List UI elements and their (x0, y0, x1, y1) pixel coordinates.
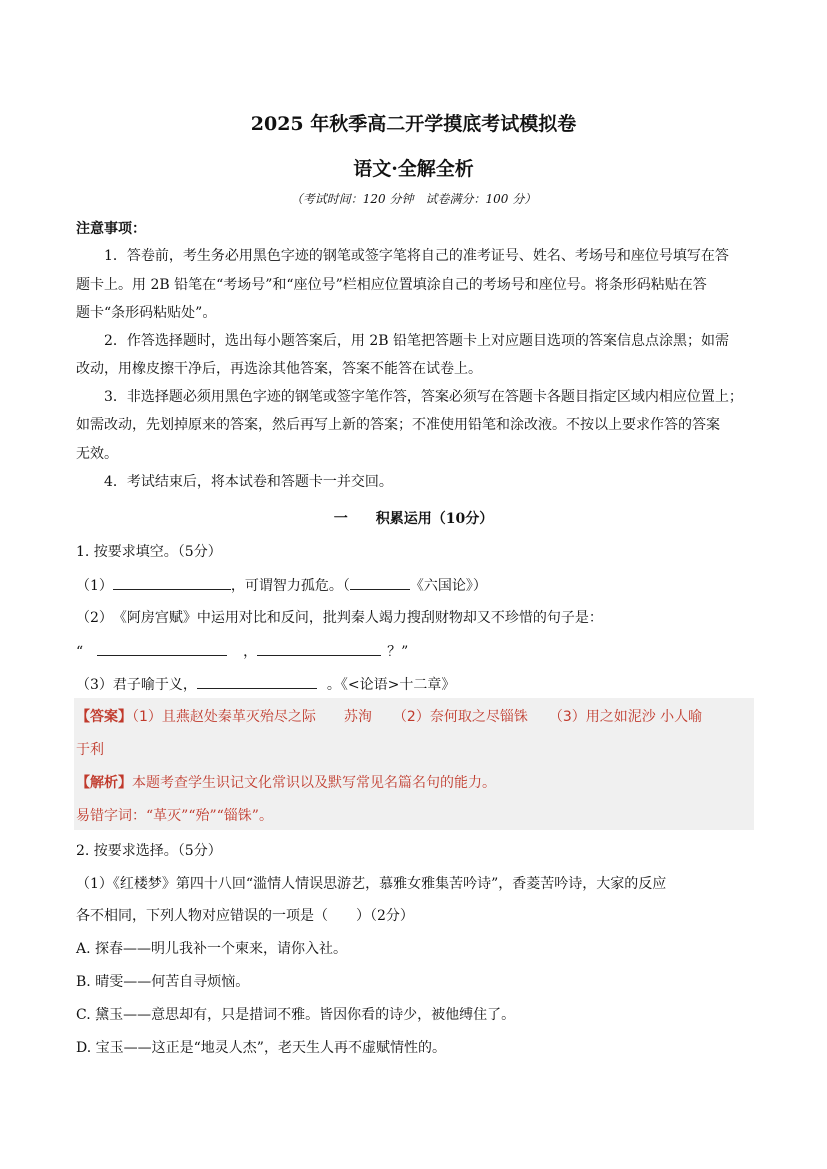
notice-item-4: 4．考试结束后，将本试卷和答题卡一并交回。 (104, 474, 393, 490)
typo-note: 易错字词：“革灭”“殆”“锱铢”。 (76, 808, 273, 824)
exam-title: 2025 年秋季高二开学摸底考试模拟卷 (250, 113, 577, 135)
notice-item-2-line-1: 2．作答选择题时，选出每小题答案后，用 2B 铅笔把答题卡上对应题目选项的答案信息点涂黑；如需 (104, 333, 730, 349)
option-d: D. 宝玉——这正是“地灵人杰”，老天生人再不虚赋情性的。 (76, 1040, 446, 1056)
blank-line (257, 640, 381, 656)
notice-item-1-line-2: 题卡上。用 2B 铅笔在“考场号”和“座位号”栏相应位置填涂自己的考场号和座位号。将条形码粘贴在答 (76, 277, 707, 293)
sub-3-prefix: （3）君子喻于义， (76, 677, 197, 693)
answer-line-2: 于利 (76, 742, 104, 758)
sub-1-prefix: （1） (76, 578, 113, 594)
option-c: C. 黛玉——意思却有，只是措词不雅。皆因你看的诗少，被他缚住了。 (76, 1007, 516, 1023)
analysis-label: 【解析】 (76, 775, 132, 791)
notice-item-3-line-2: 如需改动，先划掉原来的答案，然后再写上新的答案；不准使用铅笔和涂改液。不按以上要求作答的答案 (76, 417, 720, 433)
question-1-stem: 1. 按要求填空。（5分） (76, 544, 222, 560)
blank-line (97, 640, 227, 656)
analysis-text: 本题考查学生识记文化常识以及默写常见名篇名句的能力。 (132, 775, 496, 791)
question-2-sub-1-line-1: （1）《红楼梦》第四十八回“滥情人情误思游艺，慕雅女雅集苦吟诗”，香菱苦吟诗，大家的反应 (76, 876, 667, 892)
notice-item-1-line-3: 题卡“条形码粘贴处”。 (76, 305, 217, 321)
question-1-sub-2: （2） 《阿房宫赋》中运用对比和反问，批判秦人竭力搜刮财物却又不珍惜的句子是： (76, 610, 603, 626)
blank-line (197, 673, 317, 689)
option-a: A. 探春——明儿我补一个柬来，请你入社。 (76, 941, 348, 957)
comma: ， (243, 644, 258, 660)
open-quote: “ (76, 644, 84, 660)
question-1-sub-3 (76, 673, 455, 694)
question-2-sub-1-line-2: 各不相同，下列人物对应错误的一项是（ ）（2分） (76, 908, 414, 924)
question-1-sub-2-blanks (76, 640, 408, 661)
blank-line (113, 574, 231, 590)
answer-text: （1）且燕赵处秦革灭殆尽之际 苏洵 （2）奈何取之尽锱铢 （3）用之如泥沙 小人喻 (132, 709, 703, 725)
notice-item-2-line-2: 改动，用橡皮擦干净后，再选涂其他答案，答案不能答在试卷上。 (76, 361, 482, 377)
exam-subtitle: 语文·全解全析 (353, 158, 474, 180)
question-1-sub-1 (76, 574, 487, 595)
analysis-line (76, 772, 496, 792)
sub-1-suffix: 《六国论》） (409, 578, 487, 594)
notice-item-3-line-3: 无效。 (76, 446, 118, 462)
section-heading: 一 积累运用（10分） (333, 511, 494, 527)
question-2-stem: 2. 按要求选择。（5分） (76, 843, 222, 859)
answer-label: 【答案】 (76, 709, 132, 725)
exam-meta: （考试时间：120 分钟 试卷满分：100 分） (290, 192, 537, 206)
close-quote: ？” (387, 644, 409, 660)
option-b: B. 晴雯——何苦自寻烦恼。 (76, 974, 250, 990)
answer-line-1 (76, 706, 702, 726)
sub-3-suffix: 。《<论语>十二章》 (326, 677, 456, 693)
notice-item-3-line-1: 3．非选择题必须用黑色字迹的钢笔或签字笔作答，答案必须写在答题卡各题目指定区域内相应位置上； (104, 389, 743, 405)
notice-item-1-line-1: 1．答卷前，考生务必用黑色字迹的钢笔或签字笔将自己的准考证号、姓名、考场号和座位号填写在答 (104, 248, 729, 264)
sub-1-middle: ，可谓智力孤危。（ (230, 578, 350, 594)
notice-heading: 注意事项： (76, 221, 146, 237)
blank-line (350, 574, 410, 590)
